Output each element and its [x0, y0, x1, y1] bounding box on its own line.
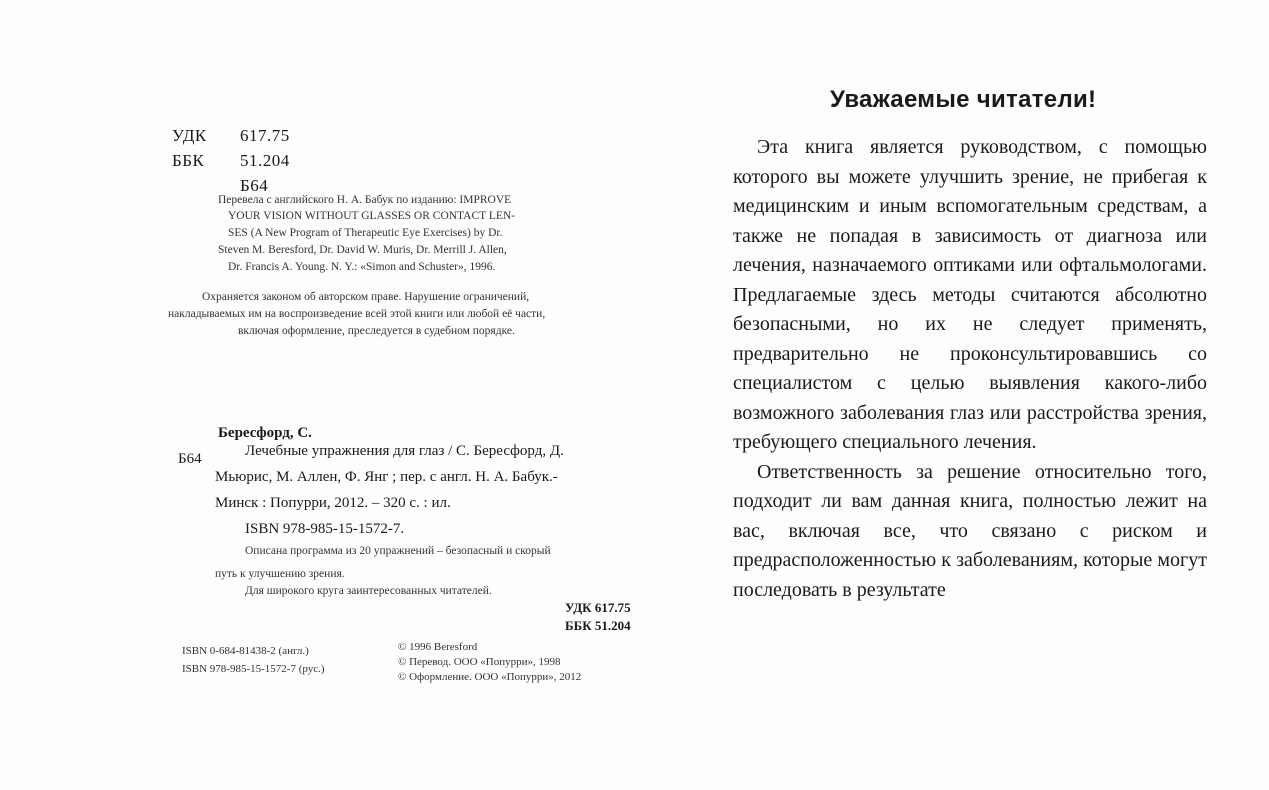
catalog-line-1: Лечебные упражнения для глаз / С. Бересфорд, Д.	[245, 443, 564, 459]
translation-line-3: SES (A New Program of Therapeutic Eye Exercises) by Dr.	[228, 227, 503, 239]
bbk-value: 51.204	[240, 151, 290, 170]
copyright-original: © 1996 Beresford	[398, 641, 478, 653]
body-text	[733, 133, 1207, 605]
paragraph-2: Ответственность за решение относительно того, подходит ли вам данная книга, полностью лежит на вас, включая все, что связано с риском и предрасположенностью к заболеваниям, которые могут последовать в результате	[733, 460, 1207, 601]
page-heading: Уважаемые читатели!	[830, 86, 1097, 113]
translation-line-5: Dr. Francis A. Young. N. Y.: «Simon and Schuster», 1996.	[228, 261, 496, 273]
copyright-translation: © Перевод. ООО «Попурри», 1998	[398, 656, 561, 668]
annotation-line-1: Описана программа из 20 упражнений – безопасный и скорый	[245, 545, 551, 557]
copyright-line-2: накладываемых им на воспроизведение всей этой книги или любой её части,	[168, 308, 546, 320]
udk-label: УДК	[172, 126, 207, 145]
catalog-line-3: Минск : Попурри, 2012. – 320 с. : ил.	[215, 495, 451, 511]
copyright-line-1: Охраняется законом об авторском праве. Нарушение ограничений,	[202, 291, 530, 303]
udk-bottom: УДК 617.75	[565, 600, 631, 615]
isbn-line: ISBN 978-985-15-1572-7.	[245, 521, 405, 537]
catalog-code: Б64	[178, 451, 202, 467]
copyright-design: © Оформление. ООО «Попурри», 2012	[398, 671, 582, 683]
translation-line-1: Перевела с английского Н. А. Бабук по изданию: IMPROVE	[218, 194, 512, 206]
annotation-line-3: Для широкого круга заинтересованных читателей.	[245, 585, 492, 597]
bbk-label: ББК	[172, 151, 205, 170]
translation-line-4: Steven M. Beresford, Dr. David W. Muris, Dr. Merrill J. Allen,	[218, 244, 507, 256]
author-heading: Бересфорд, С.	[218, 425, 312, 441]
isbn-english: ISBN 0-684-81438-2 (англ.)	[182, 645, 309, 657]
author-code: Б64	[240, 176, 269, 195]
bbk-bottom: ББК 51.204	[565, 618, 631, 633]
copyright-line-3: включая оформление, преследуется в судебном порядке.	[238, 325, 515, 337]
annotation-line-2: путь к улучшению зрения.	[215, 568, 345, 580]
udk-value: 617.75	[240, 126, 290, 145]
paragraph-1: Эта книга является руководством, с помощью которого вы можете улучшить зрение, не прибегая к медицинским и иным вспомогательным средствам, а также не попадая в зависимость от диагноза или лечения, назначаемого оптиками или офтальмологами. Предлагаемые здесь методы считаются абсолютно безопасными, но их не следует применять, предварительно не проконсультировавшись со специалистом с целью выявления какого-либо возможного заболевания глаз или расстройства зрения, требующего специального лечения.	[733, 136, 1207, 453]
catalog-line-2: Мьюрис, М. Аллен, Ф. Янг ; пер. с англ. Н. А. Бабук.-	[215, 469, 558, 485]
translation-line-2: YOUR VISION WITHOUT GLASSES OR CONTACT LEN-	[228, 210, 516, 222]
isbn-russian: ISBN 978-985-15-1572-7 (рус.)	[182, 663, 325, 675]
